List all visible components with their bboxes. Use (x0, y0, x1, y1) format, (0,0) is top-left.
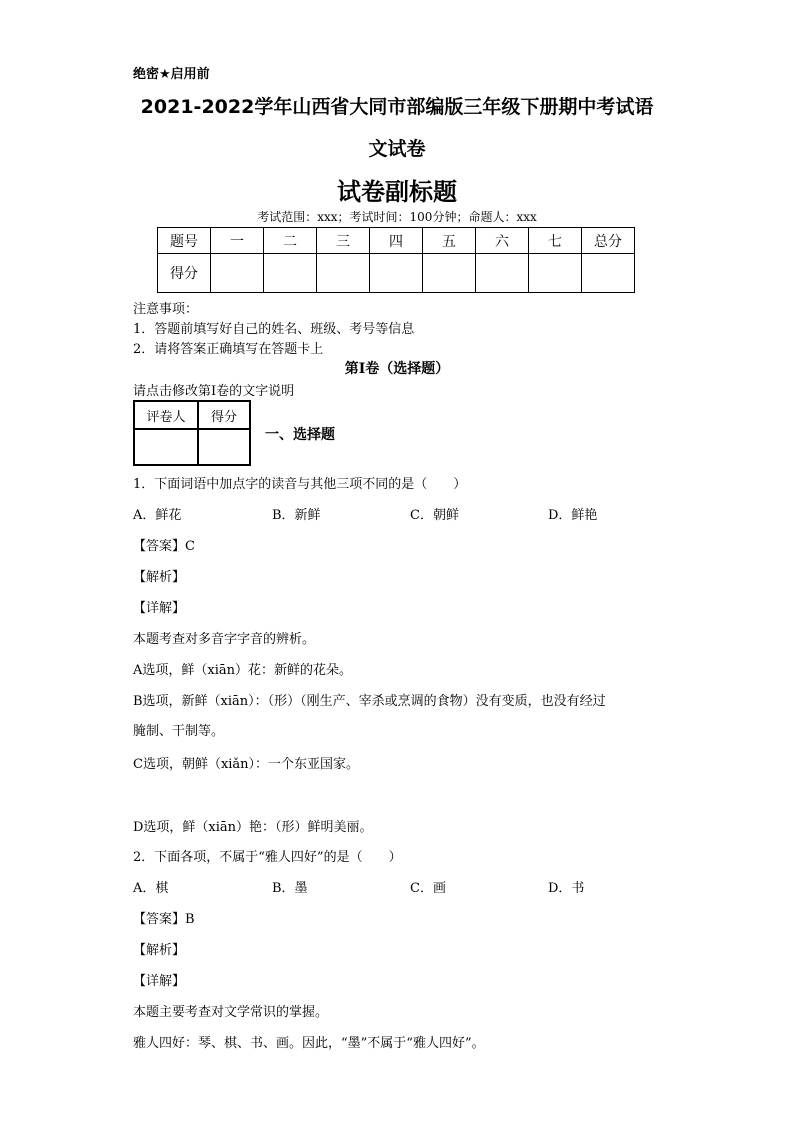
grader-label: 评卷人 (134, 401, 198, 429)
volume-title: 第I卷（选择题） (344, 361, 450, 377)
option-c: C．朝鲜 (410, 508, 459, 523)
grader-input-row (134, 429, 250, 465)
explanation-line: 本题主要考查对文学常识的掌握。 (133, 1005, 329, 1020)
grader-score-label: 得分 (198, 401, 250, 429)
secret-mark: 绝密★启用前 (133, 67, 210, 82)
question-stem: 1．下面词语中加点字的读音与其他三项不同的是（ ） (133, 477, 467, 492)
exam-title-line2: 文试卷 (368, 138, 426, 160)
score-cell[interactable] (582, 254, 635, 293)
score-col-header: 一 (211, 228, 264, 254)
score-cell[interactable] (529, 254, 582, 293)
notice-item: 1．答题前填写好自己的姓名、班级、考号等信息 (133, 322, 415, 337)
volume-description[interactable]: 请点击修改第I卷的文字说明 (133, 384, 295, 399)
answer-label: 【答案】B (133, 912, 195, 927)
explanation-line: D选项，鲜（xiān）艳：（形）鲜明美丽。 (133, 820, 373, 835)
score-cell[interactable] (211, 254, 264, 293)
explanation-line: C选项，朝鲜（xiǎn）：一个东亚国家。 (133, 757, 360, 772)
score-col-header: 七 (529, 228, 582, 254)
score-cell[interactable] (370, 254, 423, 293)
explanation-line: B选项，新鲜（xiān）：（形）（刚生产、宰杀或烹调的食物）没有变质，也没有经过 (133, 694, 606, 709)
option-d: D．鲜艳 (548, 508, 598, 523)
option-b: B．新鲜 (272, 508, 321, 523)
grader-name-cell[interactable] (134, 429, 198, 465)
score-row-label: 得分 (158, 254, 211, 293)
section-title: 一、选择题 (265, 427, 335, 443)
grader-header-row (134, 401, 250, 429)
score-col-header: 五 (423, 228, 476, 254)
answer-label: 【答案】C (133, 539, 195, 554)
score-col-header: 四 (370, 228, 423, 254)
score-col-header: 二 (264, 228, 317, 254)
exam-subtitle: 试卷副标题 (337, 178, 457, 206)
score-cell[interactable] (476, 254, 529, 293)
explanation-line: A选项，鲜（xiān）花：新鲜的花朵。 (133, 663, 353, 678)
score-col-header: 总分 (582, 228, 635, 254)
question-stem: 2．下面各项，不属于“雅人四好”的是（ ） (133, 850, 402, 865)
option-c: C．画 (410, 881, 446, 896)
score-table-header-row (158, 228, 635, 254)
score-table-score-row (158, 254, 635, 293)
analysis-label: 【解析】 (133, 943, 186, 958)
exam-meta: 考试范围：xxx；考试时间：100分钟；命题人：xxx (257, 210, 537, 224)
score-table (157, 227, 635, 293)
analysis-label: 【解析】 (133, 570, 186, 585)
explanation-line: 本题考查对多音字字音的辨析。 (133, 632, 316, 647)
exam-title-line1: 2021-2022学年山西省大同市部编版三年级下册期中考试语 (140, 96, 654, 118)
detail-label: 【详解】 (133, 601, 186, 616)
score-cell[interactable] (264, 254, 317, 293)
grader-table (133, 400, 251, 466)
score-table-label: 题号 (158, 228, 211, 254)
score-col-header: 六 (476, 228, 529, 254)
explanation-line: 腌制、干制等。 (133, 724, 225, 739)
option-b: B．墨 (272, 881, 308, 896)
score-cell[interactable] (423, 254, 476, 293)
detail-label: 【详解】 (133, 974, 186, 989)
option-d: D．书 (548, 881, 585, 896)
explanation-line: 雅人四好：琴、棋、书、画。因此，“墨”不属于“雅人四好”。 (133, 1036, 485, 1051)
notice-heading: 注意事项： (133, 302, 199, 317)
score-cell[interactable] (317, 254, 370, 293)
option-a: A．棋 (133, 881, 169, 896)
score-col-header: 三 (317, 228, 370, 254)
grader-score-cell[interactable] (198, 429, 250, 465)
option-a: A．鲜花 (133, 508, 182, 523)
notice-item: 2．请将答案正确填写在答题卡上 (133, 342, 324, 357)
